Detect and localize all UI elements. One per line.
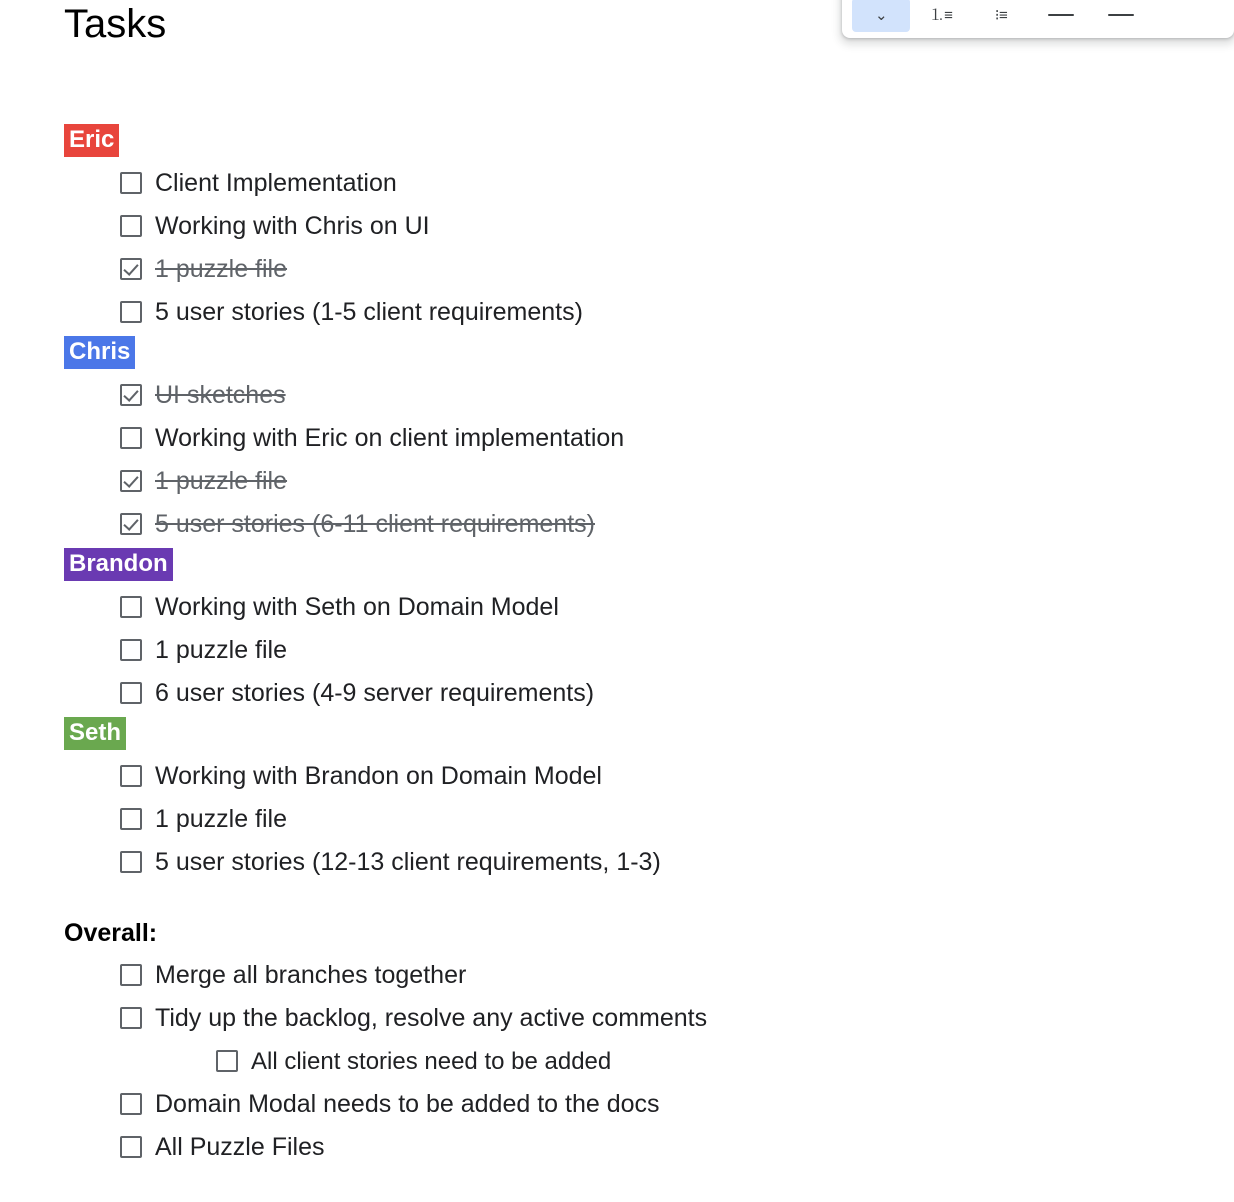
numbered-list-icon[interactable]: ⒈≡ (929, 6, 953, 24)
dropdown-caret-icon[interactable]: ⌄ (852, 0, 910, 32)
checkbox-icon[interactable] (216, 1050, 238, 1072)
checkbox-icon[interactable] (120, 172, 142, 194)
task-label: All Puzzle Files (155, 1133, 325, 1161)
overall-heading: Overall: (64, 919, 158, 947)
person-group (64, 124, 1164, 334)
checkbox-icon[interactable] (120, 301, 142, 323)
person-group-header (64, 717, 1164, 751)
checkbox-icon[interactable] (120, 1136, 142, 1158)
task-label: All client stories need to be added (251, 1048, 612, 1075)
person-task-list (64, 755, 1164, 884)
task-item[interactable] (64, 798, 1164, 841)
task-item[interactable] (64, 417, 1164, 460)
task-label: Working with Eric on client implementation (155, 424, 625, 452)
increase-indent-icon[interactable] (1092, 0, 1150, 32)
bulleted-list-icon[interactable]: ⁝≡ (994, 6, 1008, 24)
checkbox-icon[interactable] (120, 639, 142, 661)
task-item[interactable] (64, 1083, 1164, 1126)
person-group (64, 336, 1164, 546)
task-label: Client Implementation (155, 169, 397, 197)
task-item[interactable] (64, 629, 1164, 672)
task-item[interactable] (64, 672, 1164, 715)
checkbox-icon[interactable] (120, 765, 142, 787)
checkbox-checked-icon[interactable] (120, 384, 142, 406)
task-label: 1 puzzle file (155, 467, 288, 495)
person-group (64, 548, 1164, 715)
task-item[interactable] (64, 291, 1164, 334)
task-list-container (64, 124, 1164, 1169)
checkbox-icon[interactable] (120, 427, 142, 449)
person-name-label: Seth (64, 717, 126, 750)
checkbox-checked-icon[interactable] (120, 258, 142, 280)
task-item[interactable] (64, 1040, 1164, 1083)
checkbox-icon[interactable] (120, 851, 142, 873)
person-task-list (64, 162, 1164, 334)
checkbox-icon[interactable] (120, 1093, 142, 1115)
person-groups (64, 124, 1164, 884)
task-label: 1 puzzle file (155, 255, 288, 283)
person-group-header (64, 548, 1164, 582)
page-title: Tasks (64, 2, 167, 46)
task-label: Working with Chris on UI (155, 212, 430, 240)
task-item[interactable] (64, 460, 1164, 503)
person-name-label: Chris (64, 336, 135, 369)
checkbox-icon[interactable] (120, 964, 142, 986)
task-label: Working with Seth on Domain Model (155, 593, 559, 621)
task-item[interactable] (64, 755, 1164, 798)
checkbox-icon[interactable] (120, 215, 142, 237)
overall-task-list (64, 954, 1164, 1169)
checkbox-icon[interactable] (120, 808, 142, 830)
task-item[interactable] (64, 997, 1164, 1040)
checkbox-icon[interactable] (120, 682, 142, 704)
task-label: 5 user stories (1-5 client requirements) (155, 298, 583, 326)
task-label: 5 user stories (6-11 client requirements) (155, 510, 595, 538)
task-item[interactable] (64, 586, 1164, 629)
person-task-list (64, 374, 1164, 546)
task-item[interactable] (64, 205, 1164, 248)
task-item[interactable] (64, 162, 1164, 205)
person-group-header (64, 124, 1164, 158)
person-name-label: Eric (64, 124, 119, 157)
checkbox-checked-icon[interactable] (120, 513, 142, 535)
task-label: Working with Brandon on Domain Model (155, 762, 602, 790)
decrease-indent-icon[interactable] (1032, 0, 1090, 32)
task-item[interactable] (64, 1126, 1164, 1169)
task-label: UI sketches (155, 381, 286, 409)
task-label: 1 puzzle file (155, 636, 288, 664)
floating-formatting-toolbar[interactable] (842, 0, 1234, 38)
task-label: Merge all branches together (155, 961, 467, 989)
task-item[interactable] (64, 374, 1164, 417)
task-label: 5 user stories (12-13 client requirements, 1-3) (155, 848, 661, 876)
person-group (64, 717, 1164, 884)
task-label: 1 puzzle file (155, 805, 288, 833)
person-task-list (64, 586, 1164, 715)
task-label: Domain Modal needs to be added to the docs (155, 1090, 660, 1118)
checkbox-checked-icon[interactable] (120, 470, 142, 492)
person-group-header (64, 336, 1164, 370)
task-label: Tidy up the backlog, resolve any active comments (155, 1004, 708, 1032)
task-item[interactable] (64, 248, 1164, 291)
task-item[interactable] (64, 841, 1164, 884)
task-item[interactable] (64, 503, 1164, 546)
task-item[interactable] (64, 954, 1164, 997)
task-label: 6 user stories (4-9 server requirements) (155, 679, 595, 707)
checkbox-icon[interactable] (120, 1007, 142, 1029)
person-name-label: Brandon (64, 548, 173, 581)
checkbox-icon[interactable] (120, 596, 142, 618)
